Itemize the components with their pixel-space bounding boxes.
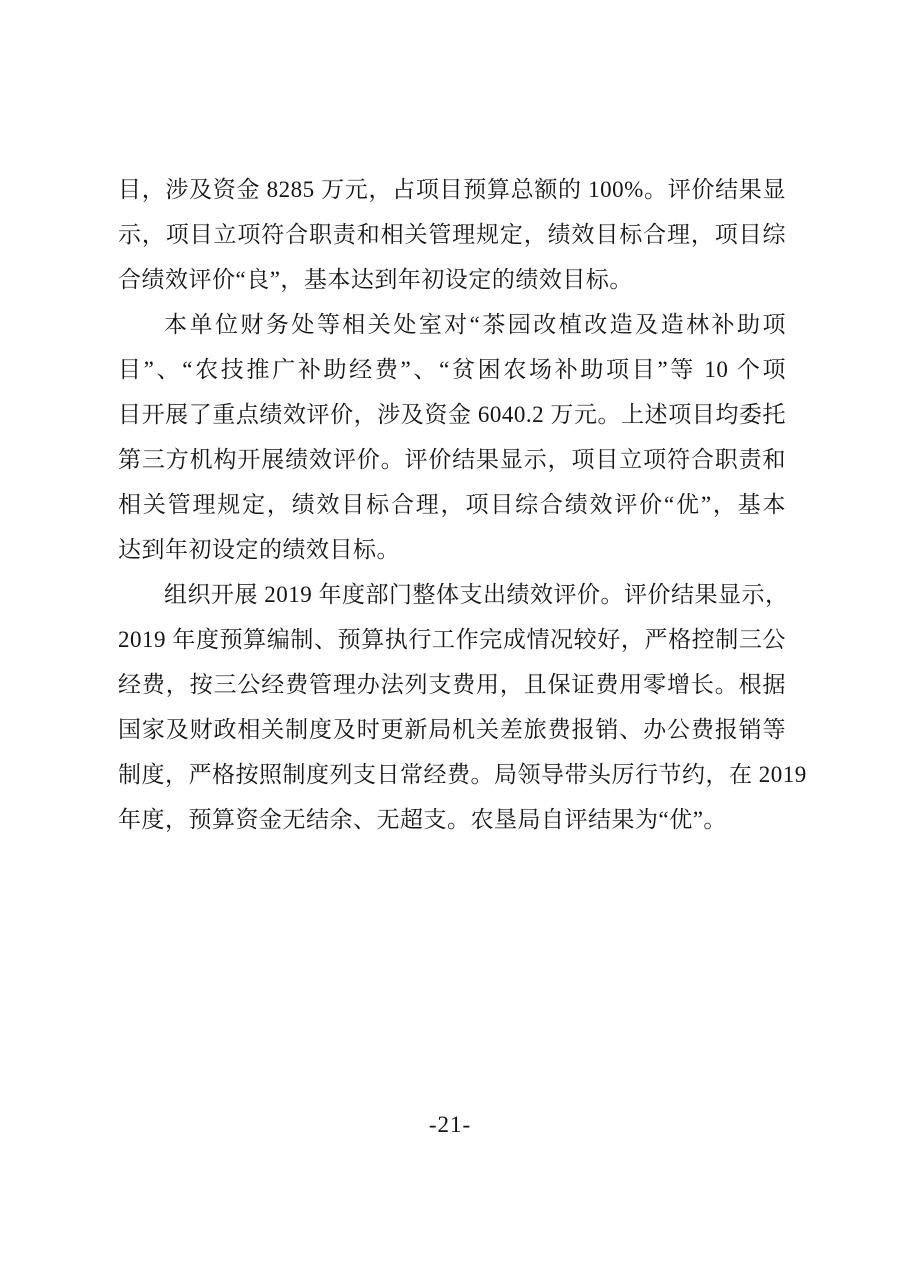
text-line: 年度，预算资金无结余、无超支。农垦局自评结果为“优”。 (118, 807, 727, 832)
text-line: 2019 年度预算编制、预算执行工作完成情况较好，严格控制三公 (118, 627, 786, 652)
text-line: 本单位财务处等相关处室对“茶园改植改造及造林补助项 (164, 312, 786, 337)
body-text (118, 167, 807, 842)
text-line: 目，涉及资金 8285 万元，占项目预算总额的 100%。评价结果显 (118, 177, 786, 202)
text-line: 相关管理规定，绩效目标合理，项目综合绩效评价“优”，基本 (118, 492, 786, 517)
text-line: 制度，严格按照制度列支日常经费。局领导带头厉行节约，在 2019 (118, 762, 807, 787)
text-line: 达到年初设定的绩效目标。 (118, 537, 400, 562)
text-line: 第三方机构开展绩效评价。评价结果显示，项目立项符合职责和 (118, 447, 786, 472)
text-line: 合绩效评价“良”，基本达到年初设定的绩效目标。 (118, 267, 633, 292)
text-line: 国家及财政相关制度及时更新局机关差旅费报销、办公费报销等 (118, 717, 786, 742)
text-line: 经费，按三公经费管理办法列支费用，且保证费用零增长。根据 (118, 672, 786, 697)
text-line: 示，项目立项符合职责和相关管理规定，绩效目标合理，项目综 (118, 222, 786, 247)
page-number: -21- (428, 1112, 472, 1137)
text-line: 组织开展 2019 年度部门整体支出绩效评价。评价结果显示， (164, 582, 789, 607)
text-line: 目开展了重点绩效评价，涉及资金 6040.2 万元。上述项目均委托 (118, 402, 786, 427)
text-line: 目”、“农技推广补助经费”、“贫困农场补助项目”等 10 个项 (118, 357, 786, 382)
